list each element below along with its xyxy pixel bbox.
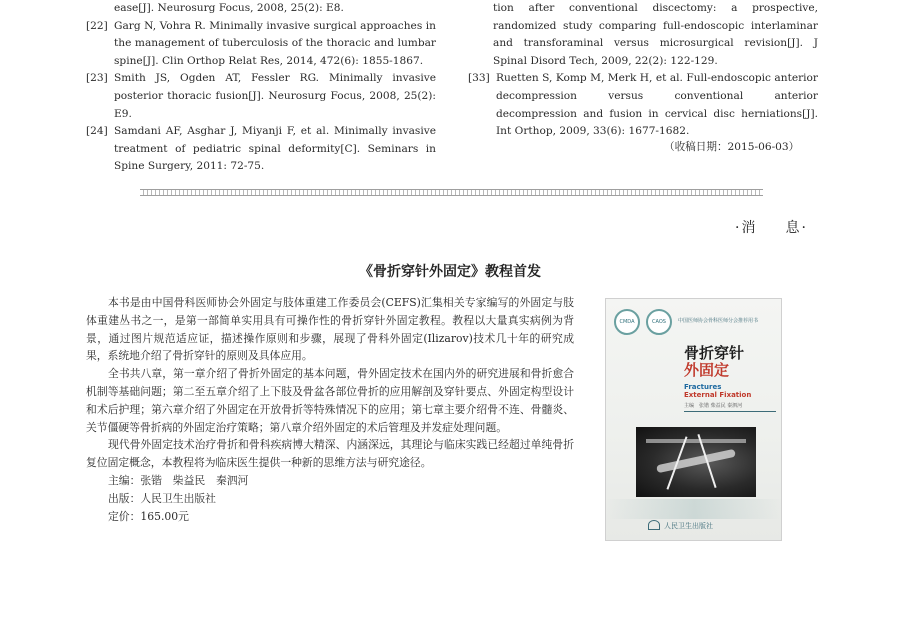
caos-logo-icon [646,309,672,335]
notice-paragraph: 本书是由中国骨科医师协会外固定与肢体重建工作委员会(CEFS)汇集相关专家编写的外固定与肢体重建丛书之一，是第一部简单实用具有可操作性的骨折穿针外固定教程。教程以大量真实病例为背景，通过图片规范适应证，描述操作原则和步骤，展现了骨科外固定(Ilizarov)技术几十年的研究成果，系统地介绍了骨折穿针的原则及具体应用。 [86,296,574,363]
reference-continuation: ease[J]. Neurosurg Focus, 2008, 25(2): E8. [114,2,344,14]
publisher-logo-icon [648,520,660,530]
notice-title: 《骨折穿针外固定》教程首发 [359,264,541,280]
reference-number: [24] [86,125,108,138]
cover-english-line1: Fractures [684,383,722,391]
section-label-right: 息· [785,220,808,236]
reference-number: [23] [86,72,108,85]
reference-text: Ruetten S, Komp M, Merk H, et al. Full-endoscopic anterior decompression versus conventional anterior decompression and fusion in cervical disc herniations[J]. Int Orthop, 2009, 33(6): 1677-1682. [496,72,818,138]
cover-publisher: 人民卫生出版社 [664,522,713,530]
notice-body [86,294,574,525]
reference-text: Smith JS, Ogden AT, Fessler RG. Minimally invasive posterior thoracic fusion[J]. Neurosurg Focus, 2008, 25(2): E9. [114,72,436,120]
cover-series: 中国医师协会骨科医师分会推荐用书 [678,318,759,324]
reference-continuation: tion after conventional discectomy: a prospective, randomized study comparing full-endoscopic interlaminar and transforaminal versus microsurgical revision[J]. J Spinal Disord Tech, 2009, 22(2): 122-129. [493,2,818,67]
cover-header [606,299,782,345]
reference-text: Samdani AF, Asghar J, Miyanji F, et al. Minimally invasive treatment of pediatric spinal deformity[C]. Seminars in Spine Surgery, 2011: 72-75. [114,125,436,173]
reference-33 [468,70,818,140]
cover-english-line2: External Fixation [684,391,752,399]
references-left-column [86,0,436,176]
notice-paragraph: 全书共八章，第一章介绍了骨折外固定的基本问题，骨外固定技术在国内外的研究进展和骨折愈合机制等基础问题；第二至五章介绍了上下肢及骨盆各部位骨折的应用解剖及穿针要点、外固定构型设计和术后护理；第六章介绍了外固定在开放骨折等特殊情况下的应用；第七章主要介绍骨不连、骨髓炎、关节僵硬等骨折病的外固定治疗策略；第八章介绍外固定的术后管理及并发症处理问题。 [86,367,574,434]
section-divider [140,189,763,196]
reference-22 [86,18,436,71]
reference-number: [22] [86,19,108,32]
section-label-left: ·消 [735,220,758,236]
cover-title-line1: 骨折穿针 [684,344,745,362]
notice-paragraph: 现代骨外固定技术治疗骨折和骨科疾病博大精深、内涵深远，其理论与临床实践已经超过单纯骨折复位固定概念，本教程将为临床医生提供一种新的思维方法与研究途径。 [86,438,574,470]
notice-publisher: 出版：人民卫生出版社 [108,491,216,505]
caos-logo-text: CAOS [652,319,666,325]
cover-title [684,345,744,379]
cover-authors: 主编 张锴 柴益民 秦泗河 [684,403,743,409]
book-cover-image [605,298,782,541]
received-date: （收稿日期：2015-06-03） [664,141,800,153]
reference-number: [33] [468,72,490,85]
cover-rule [684,411,776,412]
cmda-logo-text: CMDA [619,319,635,325]
reference-24 [86,123,436,176]
notice-price: 定价：165.00元 [108,509,189,523]
notice-editor: 主编：张锴 柴益民 秦泗河 [108,473,249,487]
cover-decoration [606,499,782,519]
cover-english-title [684,383,751,399]
references-right-column [468,0,818,141]
reference-text: Garg N, Vohra R. Minimally invasive surgical approaches in the management of tuberculosis of the thoracic and lumbar spine[J]. Clin Orthop Relat Res, 2014, 472(6): 1855-1867. [114,19,436,67]
section-label [735,217,808,237]
reference-23 [86,70,436,123]
xray-image-icon [636,427,756,497]
cmda-logo-icon [614,309,640,335]
cover-title-line2: 外固定 [684,361,730,379]
